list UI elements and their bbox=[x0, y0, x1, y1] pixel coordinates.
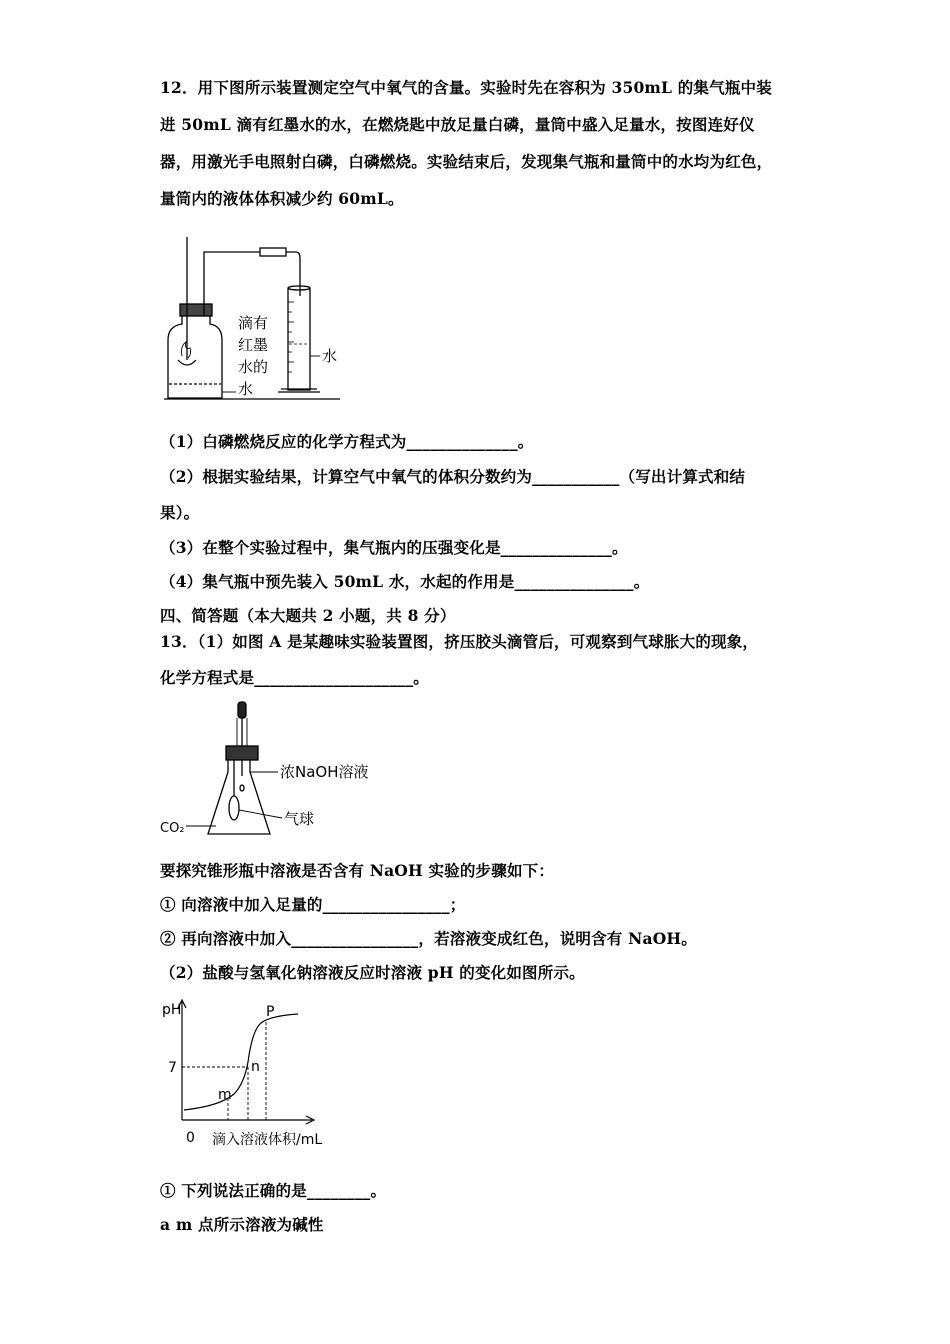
point-m-label: m bbox=[218, 1087, 232, 1103]
q13-steps-intro: 要探究锥形瓶中溶液是否含有 NaOH 实验的步骤如下： bbox=[160, 861, 555, 880]
q13-option-a: a m 点所示溶液为碱性 bbox=[160, 1215, 324, 1234]
bottle-label-4: 水 bbox=[238, 380, 254, 398]
bottle-label-2: 红墨 bbox=[238, 336, 269, 354]
conical-flask bbox=[208, 760, 270, 834]
origin-label: 0 bbox=[186, 1130, 195, 1146]
q12-stem-line-3: 器，用激光手电照射白磷，白磷燃烧。实验结束后，发现集气瓶和量筒中的水均为红色， bbox=[160, 152, 773, 171]
tube-connector bbox=[260, 248, 286, 256]
spoon-bowl bbox=[178, 360, 196, 365]
q12-sub-2-cont: 果）。 bbox=[160, 503, 200, 522]
flask-stopper bbox=[226, 746, 258, 760]
section-heading: 四、简答题（本大题共 2 小题，共 8 分） bbox=[160, 606, 456, 625]
phosphorus-flame bbox=[182, 342, 191, 358]
ph-curve bbox=[184, 1014, 298, 1110]
oxygen-apparatus-figure bbox=[160, 232, 350, 407]
q13-stem-line-1: 13．（1）如图 A 是某趣味实验装置图，挤压胶头滴管后，可观察到气球胀大的现象， bbox=[160, 632, 759, 651]
co2-label: CO₂ bbox=[160, 821, 185, 836]
q12-stem-line-4: 量筒内的液体体积减少约 60mL。 bbox=[160, 189, 404, 208]
q13-sub-question-1: ① 下列说法正确的是________。 bbox=[160, 1181, 387, 1200]
bottle-label-3: 水的 bbox=[238, 358, 269, 376]
rubber-stopper bbox=[180, 304, 212, 316]
droplet bbox=[240, 785, 244, 791]
measuring-cylinder bbox=[288, 288, 310, 390]
point-p-label: P bbox=[266, 1004, 275, 1020]
bottle-label-1: 滴有 bbox=[238, 314, 269, 332]
cylinder-label: 水 bbox=[322, 347, 338, 365]
balloon-label: 气球 bbox=[284, 810, 315, 828]
q12-sub-3: （3）在整个实验过程中，集气瓶内的压强变化是______________。 bbox=[160, 538, 628, 557]
q12-sub-4: （4）集气瓶中预先装入 50mL 水，水起的作用是_______________。 bbox=[160, 572, 650, 591]
ph-titration-graph bbox=[160, 996, 360, 1154]
q13-step-2: ② 再向溶液中加入________________，若溶液变成红色，说明含有 NaOH。 bbox=[160, 929, 697, 948]
point-n-label: n bbox=[251, 1059, 260, 1075]
q12-stem-line-1: 12．用下图所示装置测定空气中氧气的含量。实验时先在容积为 350mL 的集气瓶中装 bbox=[160, 78, 772, 97]
dropper-bulb bbox=[238, 702, 246, 718]
x-label: 滴入溶液体积/mL bbox=[212, 1132, 323, 1148]
balloon-flask-figure bbox=[158, 698, 398, 848]
cylinder-rim bbox=[288, 286, 310, 290]
q13-part-2: （2）盐酸与氢氧化钠溶液反应时溶液 pH 的变化如图所示。 bbox=[160, 963, 585, 982]
q12-stem-line-2: 进 50mL 滴有红墨水的水，在燃烧匙中放足量白磷，量筒中盛入足量水，按图连好仪 bbox=[160, 115, 755, 134]
q13-step-1: ① 向溶液中加入足量的________________； bbox=[160, 895, 466, 914]
y-label: pH bbox=[162, 1002, 182, 1018]
q13-stem-line-2: 化学方程式是____________________。 bbox=[160, 668, 429, 687]
naoh-label: 浓NaOH溶液 bbox=[280, 763, 369, 781]
q12-sub-1: （1）白磷燃烧反应的化学方程式为______________。 bbox=[160, 432, 534, 451]
q12-sub-2: （2）根据实验结果，计算空气中氧气的体积分数约为___________（写出计算式和结 bbox=[160, 467, 746, 486]
gas-bottle bbox=[168, 316, 222, 398]
y-tick-7: 7 bbox=[168, 1060, 177, 1076]
balloon bbox=[229, 796, 239, 820]
